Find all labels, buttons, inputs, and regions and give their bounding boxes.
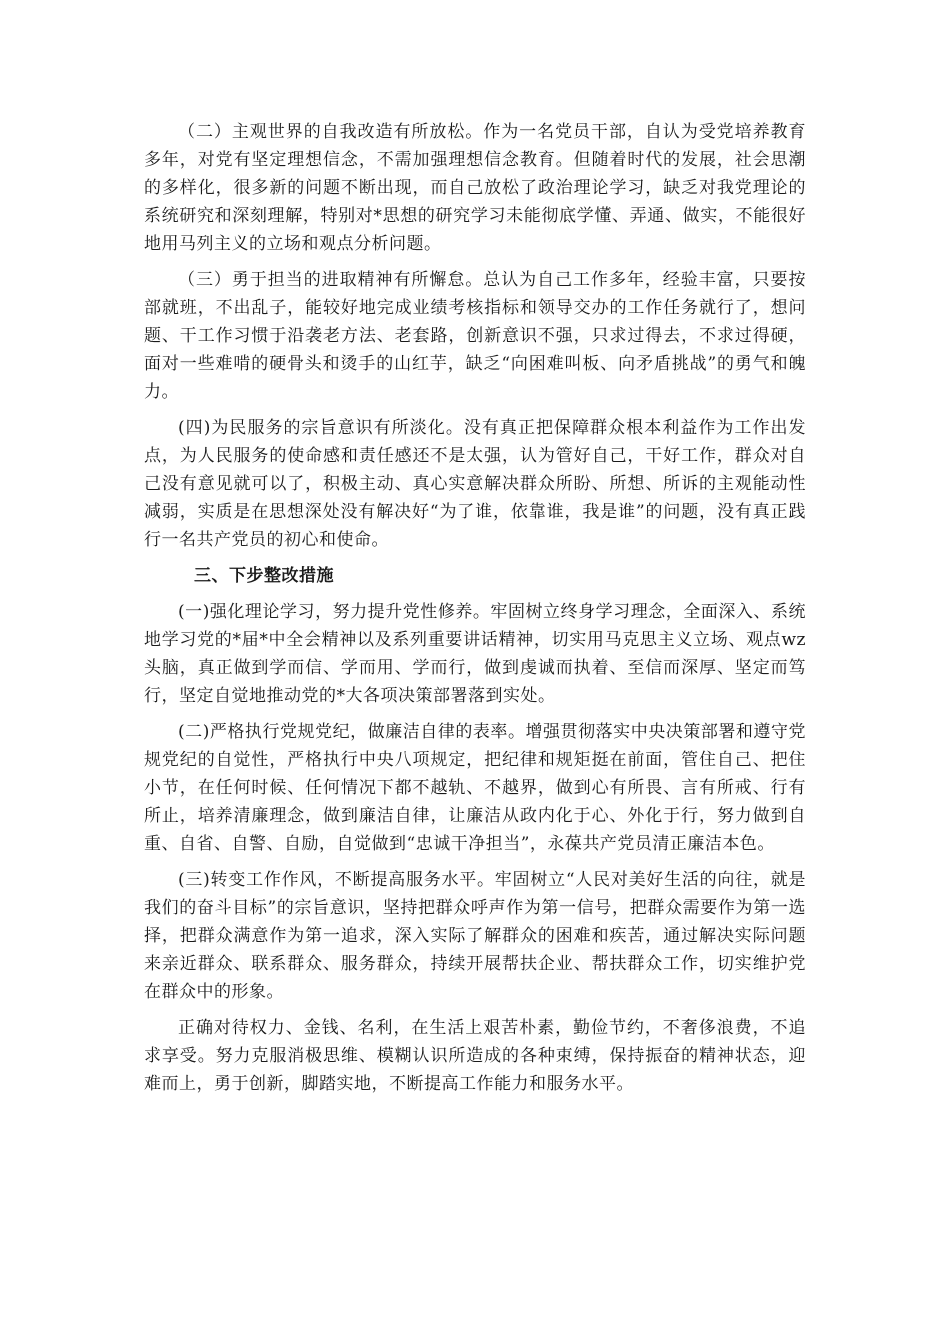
paragraph-party-discipline: (二)严格执行党规党纪，做廉洁自律的表率。增强贯彻落实中央决策部署和遵守党规党纪的自觉性，严格执行中央八项规定，把纪律和规矩挺在前面，管住自己、把住小节，在任何时候、任何情况下都不越轨、不越界，做到心有所畏、言有所戒、行有所止，培养清廉理念，做到廉洁自律，让廉洁从政内化于心、外化于行，努力做到自重、自省、自警、自励，自觉做到“忠诚干净担当”，永葆共产党员清正廉洁本色。: [144, 722, 806, 854]
paragraph-power-money-fame: 正确对待权力、金钱、名利，在生活上艰苦朴素，勤俭节约，不奢侈浪费，不追求享受。努力克服消极思维、模糊认识所造成的各种束缚，保持振奋的精神状态，迎难而上，勇于创新，脚踏实地，不断提高工作能力和服务水平。: [144, 1018, 806, 1094]
paragraph-service-awareness: (四)为民服务的宗旨意识有所淡化。没有真正把保障群众根本利益作为工作出发点，为人民服务的使命感和责任感还不是太强，认为管好自己，干好工作，群众对自己没有意见就可以了，积极主动、真心实意解决群众所盼、所想、所诉的主观能动性减弱，实质是在思想深处没有解决好“为了谁，依靠谁，我是谁”的问题，没有真正践行一名共产党员的初心和使命。: [144, 418, 806, 550]
paragraph-work-style: (三)转变工作作风，不断提高服务水平。牢固树立“人民对美好生活的向往，就是我们的奋斗目标”的宗旨意识，坚持把群众呼声作为第一信号，把群众需要作为第一选择，把群众满意作为第一追求，深入实际了解群众的困难和疾苦，通过解决实际问题来亲近群众、联系群众、服务群众，持续开展帮扶企业、帮扶群众工作，切实维护党在群众中的形象。: [144, 870, 806, 1002]
paragraph-subjective-world: （二）主观世界的自我改造有所放松。作为一名党员干部，自认为受党培养教育多年，对党有坚定理想信念，不需加强理想信念教育。但随着时代的发展，社会思潮的多样化，很多新的问题不断出现，而自己放松了政治理论学习，缺乏对我党理论的系统研究和深刻理解，特别对*思想的研究学习未能彻底学懂、弄通、做实，不能很好地用马列主义的立场和观点分析问题。: [144, 122, 806, 254]
document-page: [144, 118, 806, 1106]
paragraph-theory-study: (一)强化理论学习，努力提升党性修养。牢固树立终身学习理念，全面深入、系统地学习党的*届*中全会精神以及系列重要讲话精神，切实用马克思主义立场、观点wz头脑，真正做到学而信、学而用、学而行，做到虔诚而执着、至信而深厚、坚定而笃行，坚定自觉地推动党的*大各项决策部署落到实处。: [144, 602, 806, 706]
paragraph-enterprising-spirit: （三）勇于担当的进取精神有所懈怠。总认为自己工作多年，经验丰富，只要按部就班，不出乱子，能较好地完成业绩考核指标和领导交办的工作任务就行了，想问题、干工作习惯于沿袭老方法、老套路，创新意识不强，只求过得去，不求过得硬，面对一些难啃的硬骨头和烫手的山红芋，缺乏“向困难叫板、向矛盾挑战”的勇气和魄力。: [144, 270, 806, 402]
section-heading-rectification: 三、下步整改措施: [194, 566, 334, 586]
